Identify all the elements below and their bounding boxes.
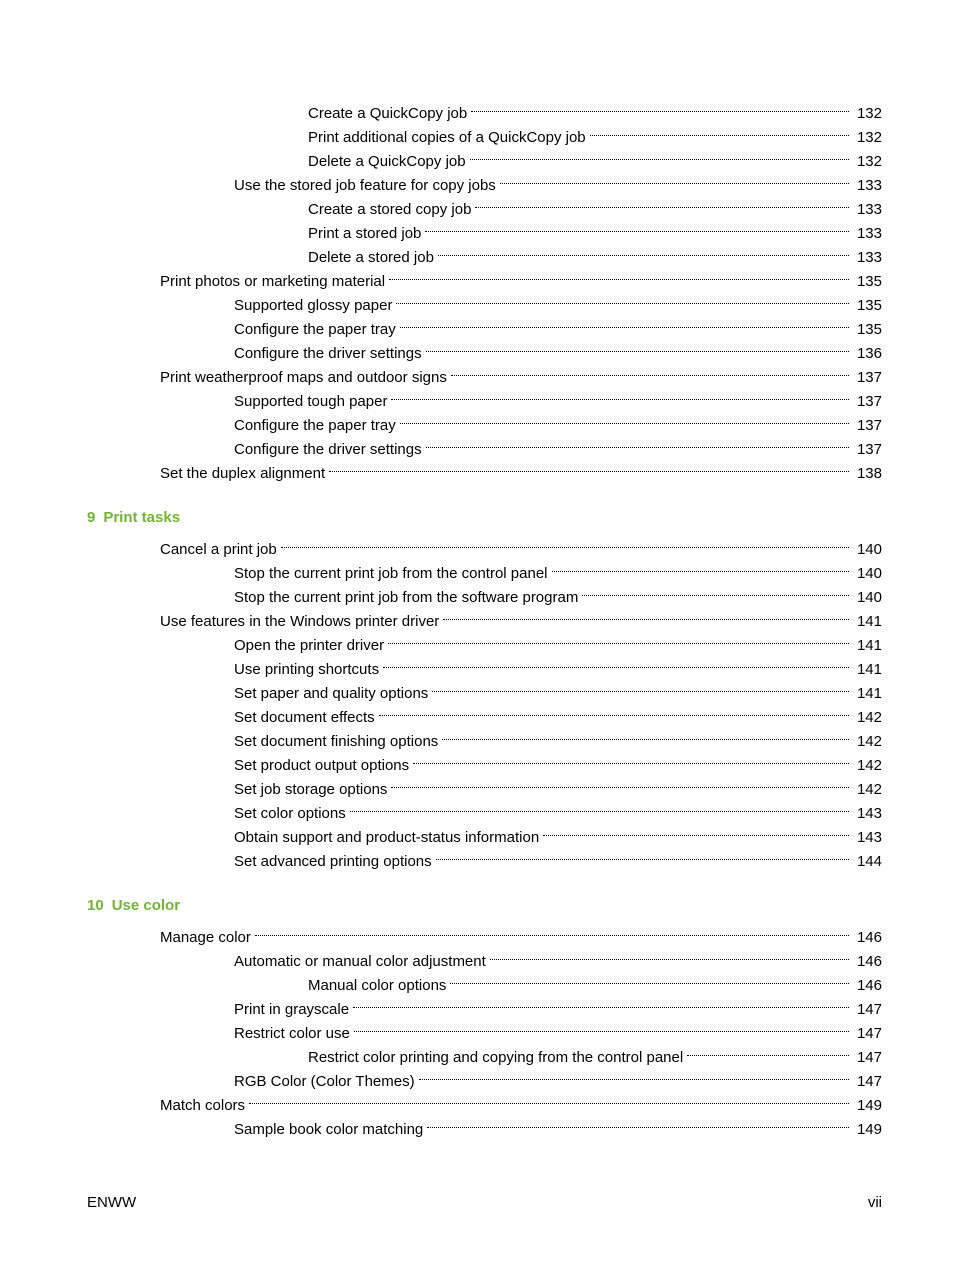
toc-entry-title: Print in grayscale: [234, 1001, 350, 1018]
toc-entry-title: Restrict color use: [234, 1025, 350, 1042]
toc-entry[interactable]: [0, 1062, 954, 1090]
dot-leader: [249, 1086, 849, 1110]
toc-entry[interactable]: [0, 286, 954, 314]
toc-entry-page-number: 137: [856, 369, 882, 386]
toc-entry[interactable]: [0, 818, 954, 846]
toc-entry-page-number: 138: [856, 465, 882, 482]
toc-entry-title: Set document finishing options: [234, 733, 439, 750]
toc-entry-title: Supported tough paper: [234, 393, 388, 410]
toc-entry-page-number: 137: [856, 393, 882, 410]
toc-entry-page-number: 147: [856, 1049, 882, 1066]
toc-entry-title: Print a stored job: [308, 225, 422, 242]
toc-entry-page-number: 135: [856, 273, 882, 290]
toc-entry[interactable]: [0, 698, 954, 726]
toc-entry-title: Obtain support and product-status information: [234, 829, 540, 846]
toc-entry-page-number: 135: [856, 297, 882, 314]
dot-leader: [443, 602, 849, 626]
dot-leader: [426, 430, 849, 454]
dot-leader: [255, 918, 849, 942]
toc-entry[interactable]: [0, 770, 954, 798]
footer-left-label: ENWW: [87, 1194, 137, 1211]
dot-leader: [450, 966, 849, 990]
toc-entry-page-number: 147: [856, 1025, 882, 1042]
toc-entry-title: Print additional copies of a QuickCopy job: [308, 129, 586, 146]
toc-entry-title: Stop the current print job from the control panel: [234, 565, 548, 582]
dot-leader: [353, 990, 849, 1014]
dot-leader: [396, 286, 849, 310]
dot-leader: [354, 1014, 849, 1038]
toc-entry-page-number: 143: [856, 805, 882, 822]
toc-entry[interactable]: [0, 262, 954, 290]
toc-entry[interactable]: [0, 310, 954, 338]
toc-entry[interactable]: [0, 334, 954, 362]
dot-leader: [391, 382, 849, 406]
dot-leader: [475, 190, 849, 214]
toc-entry[interactable]: [0, 842, 954, 870]
dot-leader: [543, 818, 849, 842]
toc-entry[interactable]: [0, 554, 954, 582]
toc-entry-page-number: 140: [856, 565, 882, 582]
chapter-title: Use color: [111, 897, 181, 914]
toc-entry-page-number: 142: [856, 781, 882, 798]
dot-leader: [432, 674, 849, 698]
toc-entry-page-number: 142: [856, 757, 882, 774]
dot-leader: [582, 578, 849, 602]
dot-leader: [451, 358, 849, 382]
toc-entry[interactable]: [0, 578, 954, 606]
toc-entry-page-number: 136: [856, 345, 882, 362]
dot-leader: [500, 166, 849, 190]
toc-entry-title: Create a QuickCopy job: [308, 105, 468, 122]
dot-leader: [590, 118, 849, 142]
dot-leader: [426, 334, 849, 358]
toc-entry-title: Stop the current print job from the software program: [234, 589, 579, 606]
toc-entry-title: Set job storage options: [234, 781, 388, 798]
toc-entry-title: Set document effects: [234, 709, 375, 726]
chapter-heading[interactable]: [0, 894, 954, 918]
dot-leader: [400, 310, 849, 334]
toc-entry[interactable]: [0, 650, 954, 678]
dot-leader: [389, 262, 849, 286]
toc-entry[interactable]: [0, 1110, 954, 1138]
chapter-heading[interactable]: [0, 506, 954, 530]
toc-entry[interactable]: [0, 238, 954, 266]
toc-entry-title: Automatic or manual color adjustment: [234, 953, 486, 970]
toc-entry-title: Set advanced printing options: [234, 853, 432, 870]
toc-entry-title: RGB Color (Color Themes): [234, 1073, 415, 1090]
toc-entry-title: Supported glossy paper: [234, 297, 393, 314]
toc-entry-page-number: 133: [856, 249, 882, 266]
toc-entry[interactable]: [0, 166, 954, 194]
toc-entry[interactable]: [0, 430, 954, 458]
footer-page-number: vii: [867, 1194, 882, 1211]
toc-entry-title: Use printing shortcuts: [234, 661, 380, 678]
toc-entry-title: Delete a stored job: [308, 249, 434, 266]
toc-entry-title: Set product output options: [234, 757, 410, 774]
toc-entry-title: Manual color options: [308, 977, 447, 994]
toc-entry-title: Configure the driver settings: [234, 441, 422, 458]
toc-entry-page-number: 144: [856, 853, 882, 870]
toc-entry-page-number: 141: [856, 613, 882, 630]
toc-entry-page-number: 133: [856, 177, 882, 194]
toc-entry[interactable]: [0, 406, 954, 434]
toc-entry-page-number: 140: [856, 589, 882, 606]
toc-entry[interactable]: [0, 966, 954, 994]
dot-leader: [552, 554, 849, 578]
chapter-spacer: [0, 478, 954, 506]
dot-leader: [383, 650, 849, 674]
toc-entry-page-number: 141: [856, 685, 882, 702]
toc-entry-page-number: 132: [856, 153, 882, 170]
toc-entry[interactable]: [0, 626, 954, 654]
dot-leader: [427, 1110, 849, 1134]
toc-entry-page-number: 135: [856, 321, 882, 338]
toc-entry-title: Sample book color matching: [234, 1121, 424, 1138]
toc-entry[interactable]: [0, 118, 954, 146]
toc-entry-page-number: 133: [856, 201, 882, 218]
toc-entry-title: Set the duplex alignment: [160, 465, 326, 482]
toc-entry[interactable]: [0, 1038, 954, 1066]
toc-entry-page-number: 133: [856, 225, 882, 242]
dot-leader: [379, 698, 849, 722]
toc-entry-page-number: 146: [856, 953, 882, 970]
dot-leader: [329, 454, 849, 478]
dot-leader: [470, 142, 849, 166]
toc-entry-page-number: 142: [856, 733, 882, 750]
dot-leader: [400, 406, 849, 430]
toc-entry-title: Print weatherproof maps and outdoor signs: [160, 369, 447, 386]
toc-entry-page-number: 132: [856, 129, 882, 146]
toc-entry[interactable]: [0, 142, 954, 170]
toc-entry-title: Open the printer driver: [234, 637, 385, 654]
toc-entry-title: Match colors: [160, 1097, 246, 1114]
toc-entry[interactable]: [0, 358, 954, 386]
toc-entry[interactable]: [0, 454, 954, 482]
toc-entry-title: Manage color: [160, 929, 251, 946]
toc-entry[interactable]: [0, 942, 954, 970]
toc-entry[interactable]: [0, 190, 954, 218]
dot-leader: [388, 626, 849, 650]
toc-entry-page-number: 147: [856, 1073, 882, 1090]
dot-leader: [419, 1062, 849, 1086]
toc-entry-page-number: 140: [856, 541, 882, 558]
toc-entry-page-number: 132: [856, 105, 882, 122]
toc-entry[interactable]: [0, 722, 954, 750]
toc-entry-page-number: 137: [856, 441, 882, 458]
toc-entry-page-number: 142: [856, 709, 882, 726]
toc-entry-page-number: 146: [856, 929, 882, 946]
toc-entry-title: Set paper and quality options: [234, 685, 429, 702]
dot-leader: [490, 942, 849, 966]
toc-entry-page-number: 141: [856, 661, 882, 678]
dot-leader: [687, 1038, 849, 1062]
chapter-spacer: [0, 866, 954, 894]
chapter-number: 10: [87, 897, 104, 914]
chapter-title: Print tasks: [103, 509, 181, 526]
toc-entry[interactable]: [0, 1014, 954, 1042]
toc-entry[interactable]: [0, 382, 954, 410]
toc-entry-title: Use the stored job feature for copy jobs: [234, 177, 496, 194]
toc-entry-title: Set color options: [234, 805, 346, 822]
toc-entry-title: Use features in the Windows printer driver: [160, 613, 440, 630]
toc-entry-title: Delete a QuickCopy job: [308, 153, 466, 170]
toc-entry-title: Configure the paper tray: [234, 417, 396, 434]
dot-leader: [391, 770, 849, 794]
toc-entry[interactable]: [0, 94, 954, 122]
dot-leader: [281, 530, 849, 554]
table-of-contents: [0, 94, 954, 1138]
toc-entry-page-number: 147: [856, 1001, 882, 1018]
dot-leader: [425, 214, 849, 238]
toc-entry-title: Configure the paper tray: [234, 321, 396, 338]
toc-entry-title: Create a stored copy job: [308, 201, 472, 218]
toc-entry-title: Print photos or marketing material: [160, 273, 386, 290]
toc-entry-title: Restrict color printing and copying from the control panel: [308, 1049, 684, 1066]
toc-entry[interactable]: [0, 746, 954, 774]
toc-entry-page-number: 146: [856, 977, 882, 994]
toc-entry[interactable]: [0, 918, 954, 946]
page-footer: [87, 1191, 882, 1215]
dot-leader: [413, 746, 849, 770]
toc-entry[interactable]: [0, 530, 954, 558]
dot-leader: [438, 238, 849, 262]
chapter-number: 9: [87, 509, 96, 526]
toc-entry[interactable]: [0, 990, 954, 1018]
toc-entry-title: Cancel a print job: [160, 541, 277, 558]
toc-entry[interactable]: [0, 602, 954, 630]
dot-leader: [436, 842, 849, 866]
toc-entry-page-number: 141: [856, 637, 882, 654]
dot-leader: [442, 722, 849, 746]
toc-entry[interactable]: [0, 1086, 954, 1114]
toc-entry-page-number: 149: [856, 1097, 882, 1114]
toc-entry[interactable]: [0, 794, 954, 822]
toc-entry[interactable]: [0, 214, 954, 242]
toc-entry[interactable]: [0, 674, 954, 702]
toc-entry-page-number: 137: [856, 417, 882, 434]
dot-leader: [350, 794, 849, 818]
toc-entry-page-number: 149: [856, 1121, 882, 1138]
toc-entry-page-number: 143: [856, 829, 882, 846]
dot-leader: [471, 94, 849, 118]
toc-entry-title: Configure the driver settings: [234, 345, 422, 362]
